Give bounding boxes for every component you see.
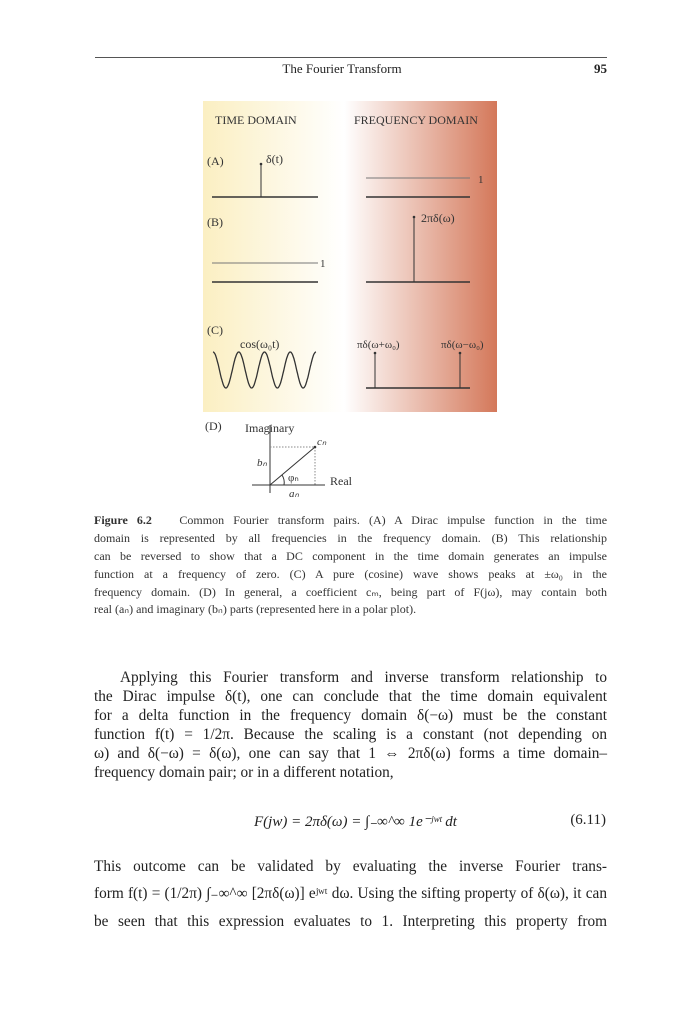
figure-background (203, 101, 497, 412)
paragraph-line: form f(t) = (1/2π) ∫₋∞^∞ [2πδ(ω)] eʲʷᵗ dω. Using the sifting property of δ(ω), it can (94, 885, 607, 902)
panel-b-label: (B) (207, 215, 223, 229)
freq-right-label: πδ(ω−ω₀) (441, 339, 484, 351)
an-label: aₙ (289, 488, 299, 500)
running-title: The Fourier Transform (282, 61, 402, 76)
paragraph-line: function f(t) = 1/2π. Because the scaling is a constant (not depending on (94, 726, 607, 743)
panel-d-label: (D) (205, 419, 222, 433)
paragraph-line: for a delta function in the frequency domain δ(−ω) must be the constant (94, 707, 607, 724)
paragraph-line: This outcome can be validated by evaluating the inverse Fourier trans- (94, 858, 607, 875)
equation-number: (6.11) (570, 812, 606, 828)
cos-label: cos(ω₀t) (240, 337, 280, 351)
paragraph-line: Applying this Fourier transform and inverse transform relationship to (120, 669, 607, 686)
freq-left-label: πδ(ω+ω₀) (357, 339, 400, 351)
caption-line: Figure 6.2 Common Fourier transform pairs. (A) A Dirac impulse function in the time (94, 513, 608, 527)
page-number: 95 (594, 61, 607, 76)
caption-line: frequency domain. (D) In general, a coefficient cₘ, being part of F(jω), may contain both (94, 585, 607, 599)
imaginary-axis-label: Imaginary (245, 421, 295, 435)
panel-b-time-value: 1 (320, 258, 326, 270)
caption-line: function at a frequency of zero. (C) A pure (cosine) wave shows peaks at ±ω₀ in the (94, 567, 607, 581)
time-domain-heading: TIME DOMAIN (215, 113, 297, 127)
frequency-domain-heading: FREQUENCY DOMAIN (354, 113, 478, 127)
two-pi-delta-label: 2πδ(ω) (421, 211, 455, 225)
paragraph-line: be seen that this expression evaluates to 1. Interpreting this property from (94, 913, 607, 930)
real-axis-label: Real (330, 474, 352, 488)
cn-label: cₙ (317, 436, 327, 448)
phi-label: φₙ (288, 472, 299, 484)
paragraph-line: ω) and δ(−ω) = δ(ω), one can say that 1 ⇔ 2πδ(ω) forms a time domain– (94, 745, 607, 762)
paragraph-line: frequency domain pair; or in a different notation, (94, 764, 394, 781)
panel-c-label: (C) (207, 323, 223, 337)
caption-line: real (aₙ) and imaginary (bₙ) parts (represented here in a polar plot). (94, 602, 417, 616)
caption-line: domain is represented by all frequencies in the frequency domain. (B) This relationship (94, 531, 607, 545)
figure-label: Figure 6.2 (94, 513, 152, 527)
paragraph-line: the Dirac impulse δ(t), one can conclude that the time domain equivalent (94, 688, 607, 705)
bn-label: bₙ (257, 457, 267, 469)
caption-line: can be reversed to show that a DC component in the time domain generates an impulse (94, 549, 607, 563)
delta-t-label: δ(t) (266, 152, 283, 166)
panel-a-label: (A) (207, 154, 224, 168)
panel-a-freq-value: 1 (478, 174, 484, 186)
equation-6-11: F(jw) = 2πδ(ω) = ∫₋∞^∞ 1e⁻ʲʷᵗ dt (254, 814, 457, 830)
